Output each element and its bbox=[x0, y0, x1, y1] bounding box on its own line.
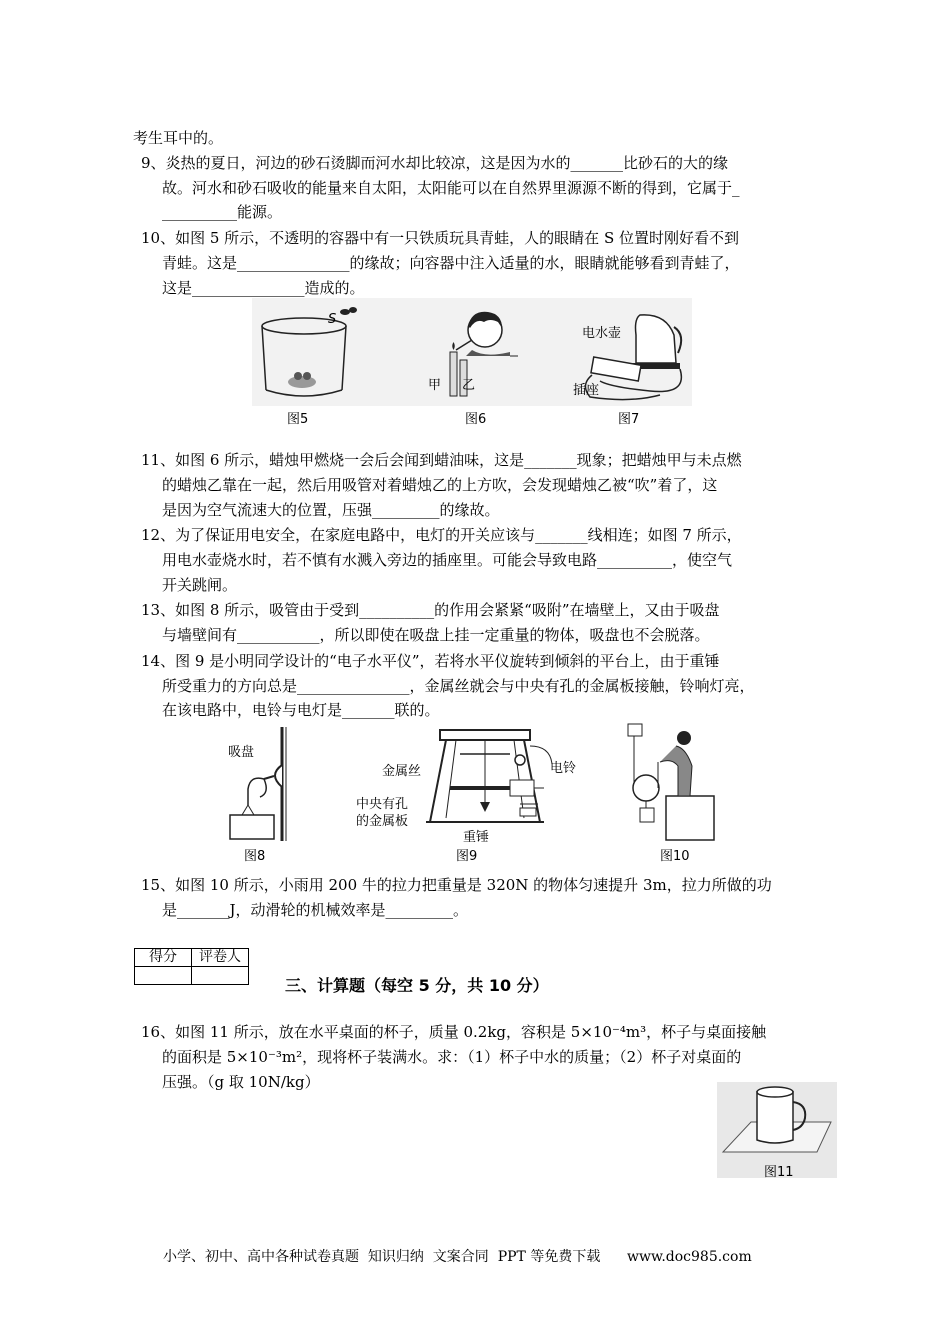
fig9-wire-label: 金属丝 bbox=[382, 764, 422, 779]
fig8-cup-label: 吸盘 bbox=[228, 745, 255, 760]
text-line: 在该电路中，电铃与电灯是_______联的。 bbox=[162, 701, 440, 719]
fig6-jia-label: 甲 bbox=[428, 378, 442, 393]
text-line: 这是_______________造成的。 bbox=[162, 279, 365, 297]
question-12: 12、为了保证用电安全，在家庭电路中，电灯的开关应该与_______线相连；如图 7 所示， bbox=[141, 526, 742, 544]
question-11: 11、如图 6 所示，蜡烛甲燃烧一会后会闻到蜡油味，这是_______现象；把蜡烛甲与未点燃 bbox=[141, 451, 742, 469]
text-line: __________能源。 bbox=[162, 203, 283, 221]
fig5-caption: 图5 bbox=[287, 412, 309, 427]
fig9-bell-label: 电铃 bbox=[550, 761, 577, 776]
text-line: 考生耳中的。 bbox=[133, 129, 224, 147]
text-line: 故。河水和砂石吸收的能量来自太阳，太阳能可以在自然界里源源不断的得到，它属于_ bbox=[162, 179, 740, 197]
fig9-plate-label-2: 的金属板 bbox=[356, 814, 409, 829]
question-10: 10、如图 5 所示，不透明的容器中有一只铁质玩具青蛙，人的眼睛在 S 位置时刚好看不到 bbox=[141, 229, 739, 247]
fig7-kettle-label: 电水壶 bbox=[582, 326, 622, 341]
grader-header: 评卷人 bbox=[192, 949, 249, 967]
question-14: 14、图 9 是小明同学设计的“电子水平仪”，若将水平仪旋转到倾斜的平台上，由于重锤 bbox=[141, 652, 720, 670]
fig11-caption: 图11 bbox=[764, 1165, 794, 1180]
fig5-s-label: S bbox=[328, 312, 337, 327]
text-line: 的面积是 5×10⁻³m²，现将杯子装满水。求：（1）杯子中水的质量；（2）杯子对桌面的 bbox=[162, 1048, 742, 1066]
fig7-socket-label: 插座 bbox=[573, 383, 600, 398]
question-9: 9、炎热的夏日，河边的砂石烫脚而河水却比较凉，这是因为水的_______比砂石的大的缘 bbox=[141, 154, 729, 172]
text-line: 是因为空气流速大的位置，压强_________的缘故。 bbox=[162, 501, 500, 519]
section-title: 三、计算题（每空 5 分，共 10 分） bbox=[285, 976, 549, 995]
figure-10-pulley bbox=[620, 722, 720, 842]
fig9-plate-label-1: 中央有孔 bbox=[356, 797, 409, 812]
text-line: 所受重力的方向总是_______________，金属丝就会与中央有孔的金属板接触，铃响灯亮， bbox=[162, 677, 755, 695]
fig9-caption: 图9 bbox=[456, 849, 478, 864]
fig10-caption: 图10 bbox=[660, 849, 690, 864]
text-line: 的蜡烛乙靠在一起，然后用吸管对着蜡烛乙的上方吹，会发现蜡烛乙被“吹”着了，这 bbox=[162, 476, 718, 494]
fig6-yi-label: 乙 bbox=[462, 378, 476, 393]
fig8-caption: 图8 bbox=[244, 849, 266, 864]
fig9-weight-label: 重锤 bbox=[463, 830, 490, 845]
question-16: 16、如图 11 所示，放在水平桌面的杯子，质量 0.2kg，容积是 5×10⁻⁴m³，杯子与桌面接触 bbox=[141, 1023, 767, 1041]
text-line: 开关跳闸。 bbox=[162, 576, 238, 594]
score-cell bbox=[135, 967, 192, 985]
text-line: 是_______J，动滑轮的机械效率是_________。 bbox=[162, 901, 469, 919]
text-line: 用电水壶烧水时，若不慎有水溅入旁边的插座里。可能会导致电路__________，使空气 bbox=[162, 551, 733, 569]
text-line: 青蛙。这是_______________的缘故；向容器中注入适量的水，眼睛就能够看到青蛙了， bbox=[162, 254, 740, 272]
fig7-caption: 图7 bbox=[618, 412, 640, 427]
fig6-caption: 图6 bbox=[465, 412, 487, 427]
score-table bbox=[134, 948, 249, 985]
question-15: 15、如图 10 所示，小雨用 200 牛的拉力把重量是 320N 的物体匀速提升 3m，拉力所做的功 bbox=[141, 876, 772, 894]
text-line: 与墙壁间有___________，所以即使在吸盘上挂一定重量的物体，吸盘也不会脱落。 bbox=[162, 626, 710, 644]
page-footer: 小学、初中、高中各种试卷真题 知识归纳 文案合同 PPT 等免费下载 www.doc985.com bbox=[163, 1249, 752, 1265]
figure-9-level bbox=[420, 724, 580, 832]
score-header: 得分 bbox=[135, 949, 192, 967]
question-13: 13、如图 8 所示，吸管由于受到__________的作用会紧紧“吸附”在墙壁上，又由于吸盘 bbox=[141, 601, 720, 619]
grader-cell bbox=[192, 967, 249, 985]
text-line: 压强。（g 取 10N/kg） bbox=[162, 1073, 320, 1091]
